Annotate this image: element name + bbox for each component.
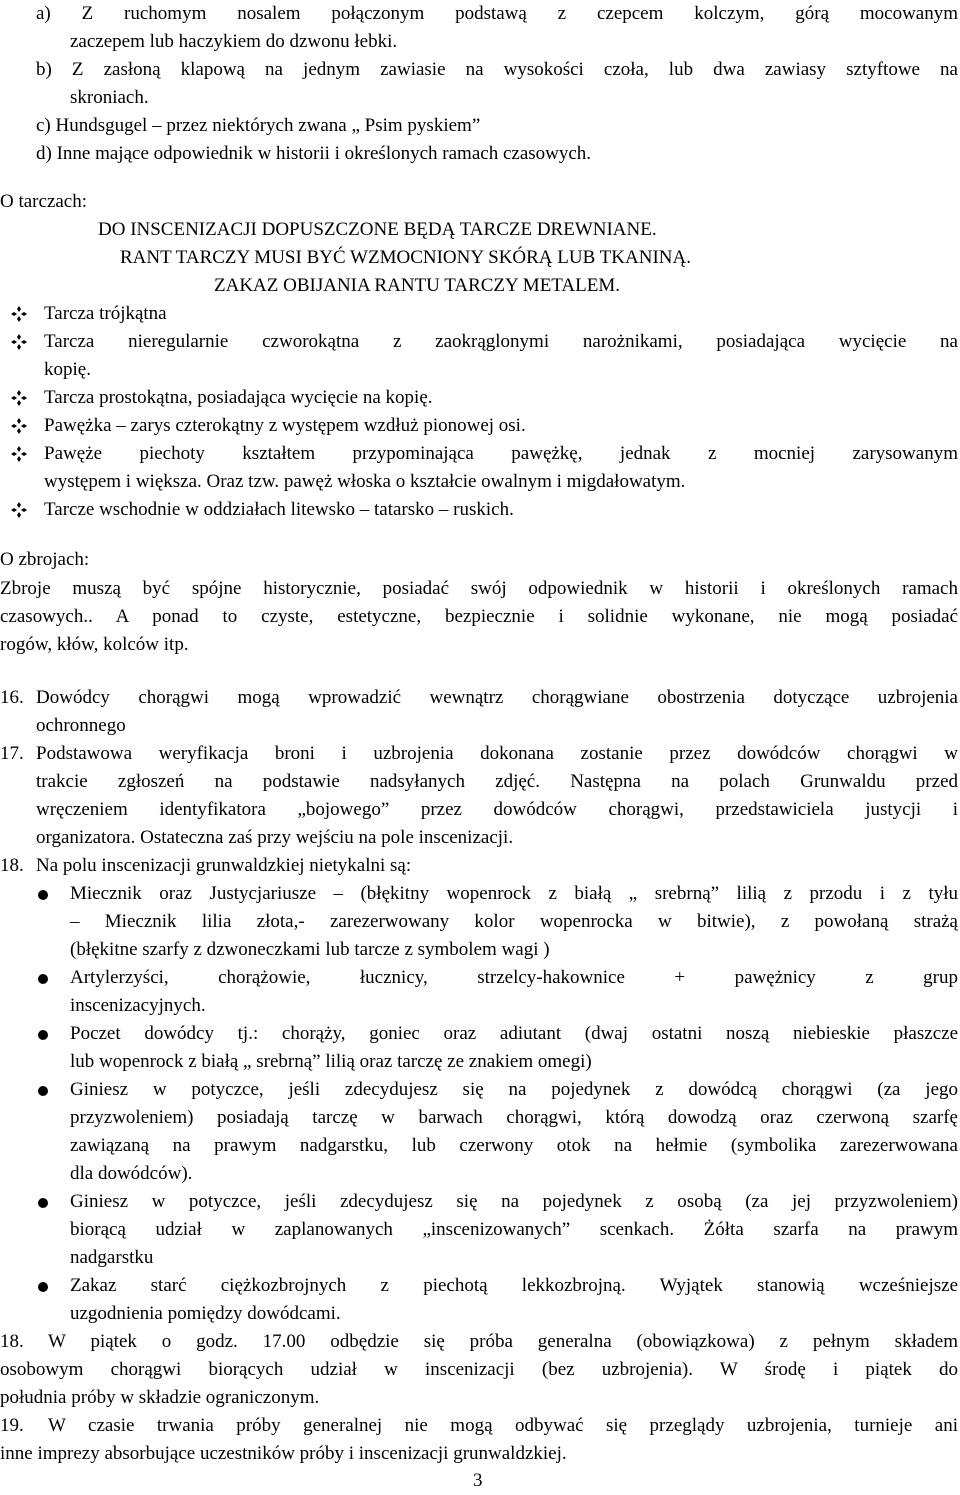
untouchable-item-1: Miecznik oraz Justycjariusze – (błękitny wopenrock z białą „ srebrną” lilią z przodu i z tyłu — [70, 883, 958, 904]
diamond-bullet-icon — [10, 417, 28, 435]
final-number-19: 19. — [0, 1415, 24, 1436]
final-18-text-3: południa próby w składzie ograniczonym. — [0, 1387, 320, 1408]
intro-item-a-cont: zaczepem lub haczykiem do dzwonu łebki. — [70, 31, 398, 52]
final-19-text-2: inne imprezy absorbujące uczestników próby i inscenizacji grunwaldzkiej. — [0, 1443, 567, 1464]
untouchable-item-5: Giniesz w potyczce, jeśli zdecydujesz się na pojedynek z osobą (za jej przyzwoleniem) — [70, 1191, 958, 1212]
shield-type-4: Pawężka – zarys czterokątny z występem wzdłuż pionowej osi. — [44, 415, 526, 436]
untouchable-item-6: Zakaz starć ciężkozbrojnych z piechotą lekkozbrojną. Wyjątek stanowią wcześniejsze — [70, 1275, 958, 1296]
untouchable-item-5-cont: biorącą udział w zaplanowanych „inscenizowanych” scenkach. Żółta szarfa na prawym — [70, 1219, 958, 1240]
intro-item-b-cont: skroniach. — [70, 87, 149, 108]
rule-17-text-4: organizatora. Ostateczna zaś przy wejściu na pole inscenizacji. — [36, 827, 514, 848]
shields-rule-3: ZAKAZ OBIJANIA RANTU TARCZY METALEM. — [214, 275, 620, 296]
rule-17-text-3: wręczeniem identyfikatora „bojowego” przez dowódców chorągwi, przedstawiciela justycji i — [36, 799, 958, 820]
rule-18-text: Na polu inscenizacji grunwaldzkiej nietykalni są: — [36, 855, 412, 876]
diamond-bullet-icon — [10, 333, 28, 351]
untouchable-item-4-cont2: zawiązaną na prawym nadgarstku, lub czerwony otok na hełmie (symbolika zarezerwowana — [70, 1135, 958, 1156]
untouchable-item-4-cont3: dla dowódców). — [70, 1163, 193, 1184]
rule-16-text-cont: ochronnego — [36, 715, 126, 736]
final-18-text-2: osobowym chorągwi biorących udział w inscenizacji (bez uzbrojenia). W środę i piątek do — [0, 1359, 958, 1380]
rule-number-18: 18. — [0, 855, 24, 876]
rule-number-16: 16. — [0, 687, 24, 708]
rule-17-text-2: trakcie zgłoszeń na podstawie nadsyłanych zdjęć. Następna na polach Grunwaldu przed — [36, 771, 958, 792]
final-18-text-1: W piątek o godz. 17.00 odbędzie się próba generalna (obowiązkowa) z pełnym składem — [48, 1331, 958, 1352]
shield-type-5-cont: występem i większa. Oraz tzw. pawęż włoska o kształcie owalnym i migdałowatym. — [44, 471, 686, 492]
shield-type-2-cont: kopię. — [44, 359, 91, 380]
untouchable-item-4: Giniesz w potyczce, jeśli zdecydujesz się na pojedynek z dowódcą chorągwi (za jego — [70, 1079, 958, 1100]
rule-17-text-1: Podstawowa weryfikacja broni i uzbrojenia dokonana zostanie przez dowódców chorągwi w — [36, 743, 958, 764]
untouchable-item-1-cont: – Miecznik lilia złota,- zarezerwowany kolor wopenrocka w bitwie), z powołaną strażą — [70, 911, 958, 932]
armor-text-line-1: Zbroje muszą być spójne historycznie, posiadać swój odpowiednik w historii i określonych ramach — [0, 578, 958, 599]
round-bullet-icon — [38, 1030, 48, 1040]
shields-heading: O tarczach: — [0, 191, 88, 212]
diamond-bullet-icon — [10, 389, 28, 407]
shield-type-6: Tarcze wschodnie w oddziałach litewsko – tatarsko – ruskich. — [44, 499, 514, 520]
armor-text-line-3: rogów, kłów, kolców itp. — [0, 634, 189, 655]
shield-type-1: Tarcza trójkątna — [44, 303, 167, 324]
untouchable-item-2-cont: inscenizacyjnych. — [70, 995, 206, 1016]
intro-item-c: c) Hundsgugel – przez niektórych zwana „ Psim pyskiem” — [36, 115, 481, 136]
round-bullet-icon — [38, 1198, 48, 1208]
rule-16-text: Dowódcy chorągwi mogą wprowadzić wewnątrz chorągwiane obostrzenia dotyczące uzbrojenia — [36, 687, 958, 708]
diamond-bullet-icon — [10, 305, 28, 323]
round-bullet-icon — [38, 1282, 48, 1292]
intro-item-a: a) Z ruchomym nosalem połączonym podstawą z czepcem kolczym, górą mocowanym — [36, 3, 958, 24]
untouchable-item-1-cont2: (błękitne szarfy z dzwoneczkami lub tarcze z symbolem wagi ) — [70, 939, 550, 960]
diamond-bullet-icon — [10, 445, 28, 463]
untouchable-item-5-cont2: nadgarstku — [70, 1247, 154, 1268]
intro-item-b: b) Z zasłoną klapową na jednym zawiasie na wysokości czoła, lub dwa zawiasy sztyftowe na — [36, 59, 958, 80]
shield-type-2: Tarcza nieregularnie czworokątna z zaokrąglonymi narożnikami, posiadająca wycięcie na — [44, 331, 958, 352]
untouchable-item-3-cont: lub wopenrock z białą „ srebrną” lilią oraz tarczę ze znakiem omegi) — [70, 1051, 592, 1072]
final-number-18: 18. — [0, 1331, 24, 1352]
armor-heading: O zbrojach: — [0, 549, 90, 570]
final-19-text-1: W czasie trwania próby generalnej nie mogą odbywać się przeglądy uzbrojenia, turnieje ani — [48, 1415, 958, 1436]
untouchable-item-4-cont: przyzwoleniem) posiadają tarczę w barwach chorągwi, którą dowodzą oraz czerwoną szarfę — [70, 1107, 958, 1128]
intro-item-d: d) Inne mające odpowiednik w historii i określonych ramach czasowych. — [36, 143, 592, 164]
shields-rule-1: DO INSCENIZACJI DOPUSZCZONE BĘDĄ TARCZE DREWNIANE. — [98, 219, 657, 240]
untouchable-item-3: Poczet dowódcy tj.: chorąży, goniec oraz adiutant (dwaj ostatni noszą niebieskie płaszcze — [70, 1023, 958, 1044]
armor-text-line-2: czasowych.. A ponad to czyste, estetyczne, bezpiecznie i solidnie wykonane, nie mogą posiadać — [0, 606, 958, 627]
shields-rule-2: RANT TARCZY MUSI BYĆ WZMOCNIONY SKÓRĄ LUB TKANINĄ. — [120, 247, 691, 268]
untouchable-item-6-cont: uzgodnienia pomiędzy dowódcami. — [70, 1303, 341, 1324]
page-number: 3 — [473, 1470, 483, 1491]
shield-type-3: Tarcza prostokątna, posiadająca wycięcie na kopię. — [44, 387, 433, 408]
untouchable-item-2: Artylerzyści, chorążowie, łucznicy, strzelcy-hakownice + pawężnicy z grup — [70, 967, 958, 988]
round-bullet-icon — [38, 890, 48, 900]
round-bullet-icon — [38, 1086, 48, 1096]
rule-number-17: 17. — [0, 743, 24, 764]
diamond-bullet-icon — [10, 501, 28, 519]
round-bullet-icon — [38, 974, 48, 984]
shield-type-5: Pawęże piechoty kształtem przypominająca pawężkę, jednak z mocniej zarysowanym — [44, 443, 958, 464]
